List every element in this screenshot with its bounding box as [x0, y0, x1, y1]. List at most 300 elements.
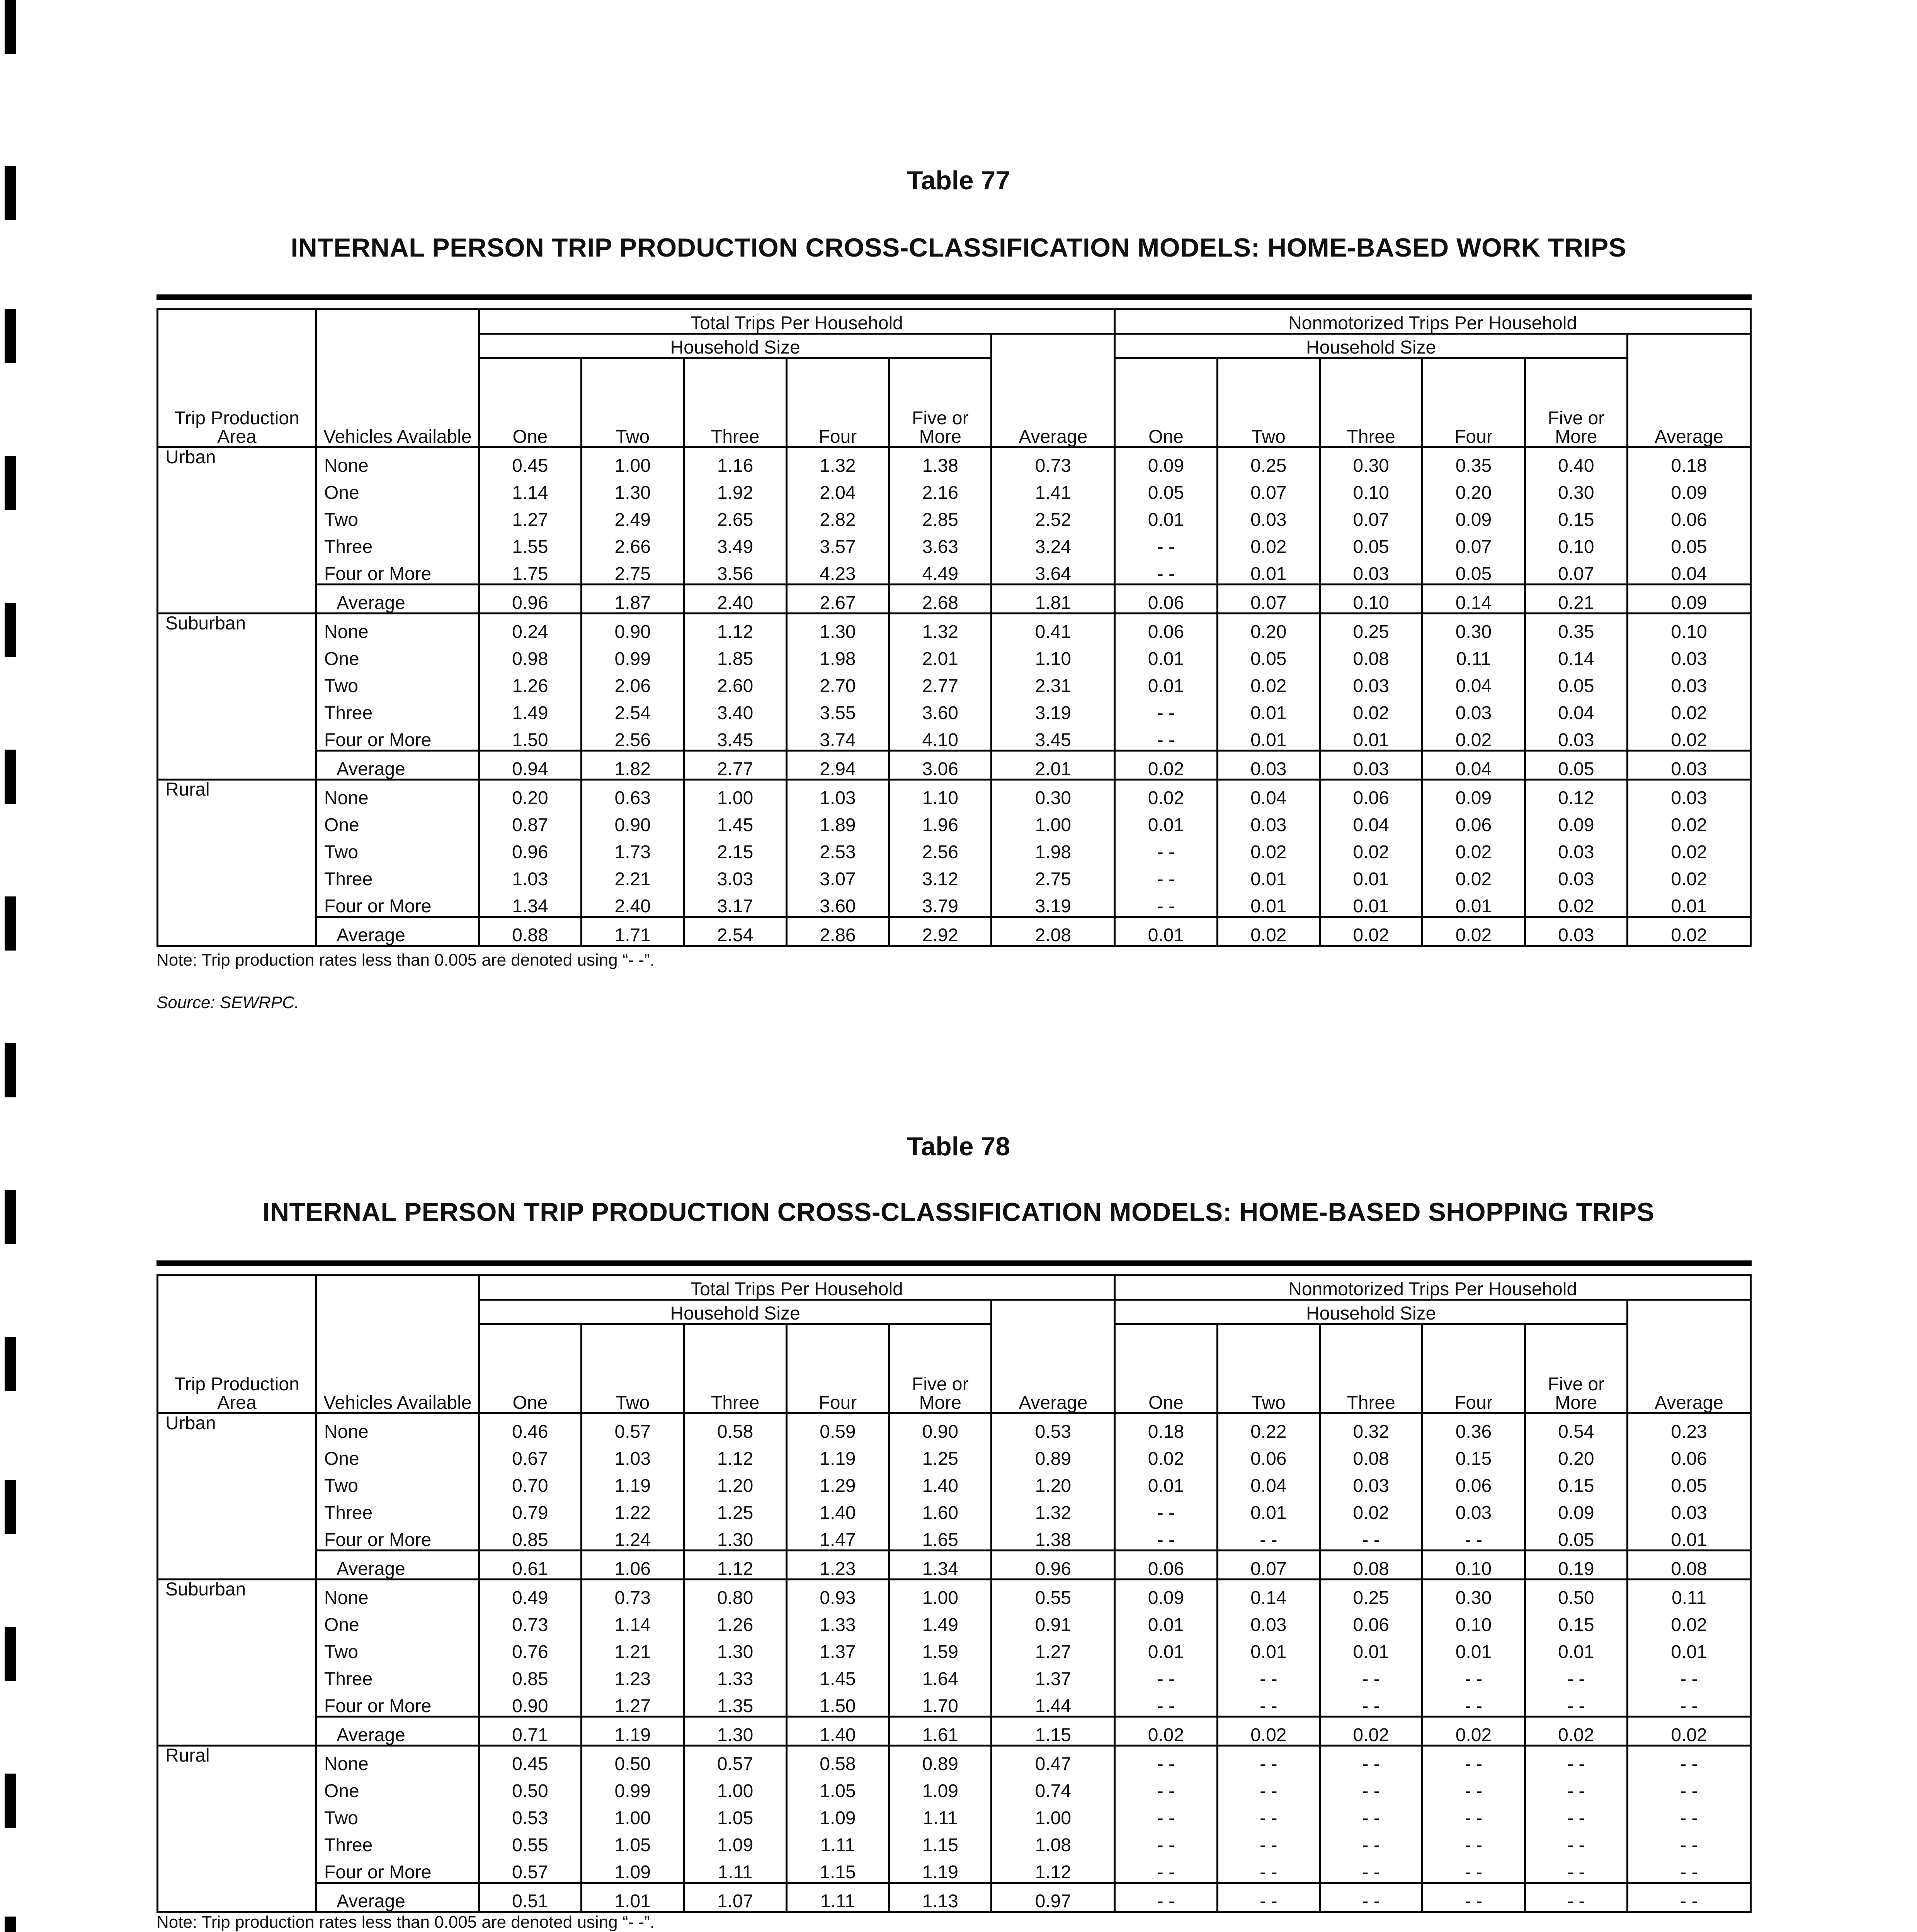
total-value-cell: 0.89: [889, 1746, 992, 1774]
total-value-cell: 1.00: [684, 780, 786, 808]
total-value-cell: 1.03: [582, 1441, 684, 1468]
nonmotorized-value-cell: - -: [1525, 1828, 1627, 1855]
nonmotorized-value-cell: 0.09: [1115, 447, 1217, 476]
total-average-cell: 1.15: [992, 1717, 1115, 1746]
size-col-label: Two: [582, 404, 684, 447]
nonmotorized-value-cell: 0.10: [1320, 585, 1422, 614]
average-col-label: Average: [992, 1370, 1115, 1413]
total-value-cell: 1.60: [889, 1495, 992, 1522]
nonmotorized-value-cell: 0.06: [1115, 1551, 1217, 1580]
size-col-header: [684, 1324, 786, 1370]
vehicles-cell: None: [316, 780, 479, 808]
table-number: Table 78: [907, 1132, 1010, 1161]
nonmotorized-value-cell: 0.02: [1217, 529, 1320, 556]
nonmotorized-value-cell: 0.05: [1217, 641, 1320, 668]
total-value-cell: 1.87: [582, 585, 684, 614]
nonmotorized-value-cell: 0.02: [1217, 668, 1320, 696]
nonmotorized-value-cell: 0.07: [1217, 1551, 1320, 1580]
total-value-cell: 1.38: [889, 447, 992, 476]
nonmotorized-value-cell: 0.01: [1320, 723, 1422, 751]
total-average-cell: 0.74: [992, 1774, 1115, 1801]
nonmotorized-value-cell: 0.02: [1422, 723, 1525, 751]
total-value-cell: 2.40: [684, 585, 786, 614]
total-value-cell: 1.03: [479, 862, 581, 889]
total-value-cell: 2.01: [889, 641, 992, 668]
nonmotorized-value-cell: - -: [1115, 1522, 1217, 1551]
total-value-cell: 2.06: [582, 668, 684, 696]
nonmotorized-value-cell: 0.10: [1422, 1607, 1525, 1634]
total-average-cell: 0.55: [992, 1580, 1115, 1608]
size-col-header: [1320, 1324, 1422, 1370]
total-average-cell: 2.01: [992, 751, 1115, 780]
total-value-cell: 3.07: [786, 862, 889, 889]
nonmotorized-value-cell: 0.03: [1422, 1495, 1525, 1522]
household-size-header: Household Size: [1115, 1300, 1628, 1324]
size-col-header: [582, 1324, 684, 1370]
total-value-cell: 1.00: [582, 1801, 684, 1828]
total-value-cell: 1.33: [786, 1607, 889, 1634]
table-row: [158, 1634, 1751, 1662]
total-value-cell: 0.63: [582, 780, 684, 808]
nonmotorized-value-cell: - -: [1217, 1774, 1320, 1801]
total-value-cell: 1.50: [786, 1689, 889, 1717]
nonmotorized-value-cell: - -: [1320, 1522, 1422, 1551]
size-col-label: Three: [684, 1370, 786, 1413]
household-size-header: Household Size: [479, 334, 992, 358]
total-value-cell: 1.26: [479, 668, 581, 696]
nonmotorized-value-cell: 0.04: [1320, 808, 1422, 835]
average-row: [158, 1717, 1751, 1746]
nonmotorized-average-cell: 0.05: [1627, 529, 1750, 556]
table-row: [158, 1774, 1751, 1801]
total-value-cell: 1.09: [684, 1828, 786, 1855]
nonmotorized-value-cell: 0.10: [1422, 1551, 1525, 1580]
vehicles-cell: Average: [316, 1551, 479, 1580]
nonmotorized-average-cell: 0.02: [1627, 808, 1750, 835]
nonmotorized-value-cell: - -: [1115, 862, 1217, 889]
nonmotorized-value-cell: - -: [1422, 1689, 1525, 1717]
total-average-cell: 0.91: [992, 1607, 1115, 1634]
table-row: [158, 668, 1751, 696]
nonmotorized-value-cell: 0.05: [1525, 668, 1627, 696]
total-value-cell: 1.61: [889, 1717, 992, 1746]
table-top-rule: [156, 1260, 1752, 1266]
trip-area-header: Trip Production Area: [158, 404, 316, 447]
total-value-cell: 1.15: [786, 1855, 889, 1883]
total-value-cell: 2.65: [684, 502, 786, 529]
table-row: [158, 723, 1751, 751]
size-col-header: [582, 358, 684, 404]
size-col-label: One: [1115, 404, 1217, 447]
vehicles-cell: None: [316, 447, 479, 476]
total-value-cell: 1.11: [786, 1828, 889, 1855]
size-col-label: Five or More: [1525, 1370, 1627, 1413]
total-value-cell: 2.53: [786, 835, 889, 862]
size-col-label: Two: [1217, 1370, 1320, 1413]
total-value-cell: 0.24: [479, 614, 581, 642]
nonmotorized-value-cell: - -: [1320, 1828, 1422, 1855]
nonmotorized-average-cell: - -: [1627, 1883, 1750, 1912]
total-value-cell: 1.37: [786, 1634, 889, 1662]
total-value-cell: 1.14: [479, 475, 581, 502]
nonmotorized-value-cell: 0.06: [1115, 614, 1217, 642]
nonmotorized-value-cell: 0.30: [1422, 1580, 1525, 1608]
nonmotorized-value-cell: 0.02: [1217, 917, 1320, 946]
vehicles-cell: Two: [316, 1634, 479, 1662]
total-value-cell: 1.15: [889, 1828, 992, 1855]
nonmotorized-value-cell: 0.25: [1320, 1580, 1422, 1608]
nonmotorized-value-cell: 0.01: [1320, 1634, 1422, 1662]
total-average-cell: 0.96: [992, 1551, 1115, 1580]
size-col-header: [889, 1324, 992, 1370]
vehicles-cell: Four or More: [316, 1522, 479, 1551]
nonmotorized-average-cell: 0.01: [1627, 1522, 1750, 1551]
total-value-cell: 1.96: [889, 808, 992, 835]
total-value-cell: 2.77: [889, 668, 992, 696]
trip-area-header: Trip Production Area: [158, 1370, 316, 1413]
total-value-cell: 1.12: [684, 1441, 786, 1468]
total-value-cell: 1.64: [889, 1662, 992, 1689]
table-row: [158, 641, 1751, 668]
nonmotorized-value-cell: 0.06: [1320, 780, 1422, 808]
nonmotorized-value-cell: 0.05: [1320, 529, 1422, 556]
total-value-cell: 1.12: [684, 614, 786, 642]
total-value-cell: 1.30: [582, 475, 684, 502]
nonmotorized-value-cell: 0.02: [1320, 835, 1422, 862]
nonmotorized-value-cell: 0.03: [1320, 668, 1422, 696]
total-value-cell: 1.14: [582, 1607, 684, 1634]
total-value-cell: 0.45: [479, 1746, 581, 1774]
nonmotorized-value-cell: 0.04: [1525, 696, 1627, 723]
nonmotorized-average-cell: 0.01: [1627, 1634, 1750, 1662]
nonmotorized-value-cell: 0.08: [1320, 1551, 1422, 1580]
nonmotorized-value-cell: 0.15: [1525, 502, 1627, 529]
total-value-cell: 1.27: [479, 502, 581, 529]
table-source: Source: SEWRPC.: [156, 993, 299, 1012]
size-col-label: Four: [1422, 1370, 1525, 1413]
total-value-cell: 3.57: [786, 529, 889, 556]
nonmotorized-value-cell: 0.04: [1217, 780, 1320, 808]
vehicles-cell: None: [316, 1746, 479, 1774]
total-value-cell: 3.06: [889, 751, 992, 780]
nonmotorized-value-cell: - -: [1115, 1774, 1217, 1801]
nonmotorized-value-cell: - -: [1217, 1662, 1320, 1689]
total-value-cell: 0.96: [479, 835, 581, 862]
nonmotorized-value-cell: 0.15: [1525, 1468, 1627, 1495]
nonmotorized-value-cell: 0.01: [1115, 668, 1217, 696]
total-value-cell: 1.23: [786, 1551, 889, 1580]
nonmotorized-average-cell: 0.02: [1627, 1607, 1750, 1634]
total-value-cell: 0.76: [479, 1634, 581, 1662]
empty-header: [992, 1300, 1115, 1370]
vehicles-cell: Average: [316, 917, 479, 946]
total-value-cell: 1.73: [582, 835, 684, 862]
nonmotorized-value-cell: - -: [1115, 889, 1217, 917]
empty-header: [158, 310, 316, 404]
nonmotorized-value-cell: - -: [1115, 696, 1217, 723]
size-col-header: [889, 358, 992, 404]
vehicles-cell: Two: [316, 1468, 479, 1495]
vehicles-cell: One: [316, 475, 479, 502]
total-value-cell: 0.85: [479, 1662, 581, 1689]
vehicles-cell: One: [316, 1774, 479, 1801]
empty-header: [316, 310, 479, 404]
nonmotorized-value-cell: - -: [1320, 1662, 1422, 1689]
nonmotorized-value-cell: - -: [1525, 1883, 1627, 1912]
table-top-rule: [156, 294, 1752, 300]
size-col-label: Four: [786, 1370, 889, 1413]
total-value-cell: 2.56: [582, 723, 684, 751]
vehicles-header: Vehicles Available: [316, 1370, 479, 1413]
total-value-cell: 0.99: [582, 1774, 684, 1801]
average-row: [158, 917, 1751, 946]
binding-mark: [5, 456, 16, 510]
total-value-cell: 1.19: [889, 1855, 992, 1883]
nonmotorized-value-cell: - -: [1115, 1855, 1217, 1883]
nonmotorized-value-cell: 0.09: [1525, 808, 1627, 835]
nonmotorized-value-cell: 0.03: [1217, 808, 1320, 835]
nonmotorized-value-cell: - -: [1217, 1883, 1320, 1912]
nonmotorized-value-cell: 0.25: [1217, 447, 1320, 476]
nonmotorized-value-cell: 0.06: [1422, 1468, 1525, 1495]
nonmotorized-average-cell: 0.02: [1627, 696, 1750, 723]
average-col-label: Average: [992, 404, 1115, 447]
table-row: [158, 614, 1751, 642]
total-value-cell: 1.09: [786, 1801, 889, 1828]
total-value-cell: 1.49: [479, 696, 581, 723]
total-value-cell: 1.30: [684, 1634, 786, 1662]
size-col-label: Four: [786, 404, 889, 447]
total-value-cell: 4.10: [889, 723, 992, 751]
nonmotorized-value-cell: 0.09: [1525, 1495, 1627, 1522]
total-value-cell: 0.99: [582, 641, 684, 668]
nonmotorized-value-cell: 0.01: [1217, 889, 1320, 917]
total-value-cell: 1.16: [684, 447, 786, 476]
nonmotorized-average-cell: 0.08: [1627, 1551, 1750, 1580]
total-value-cell: 1.30: [684, 1522, 786, 1551]
size-col-label: Two: [1217, 404, 1320, 447]
total-value-cell: 1.30: [684, 1717, 786, 1746]
average-row: [158, 1551, 1751, 1580]
nonmotorized-value-cell: 0.02: [1115, 1717, 1217, 1746]
total-value-cell: 0.45: [479, 447, 581, 476]
vehicles-cell: One: [316, 808, 479, 835]
total-average-cell: 1.00: [992, 808, 1115, 835]
data-table: [156, 1274, 1752, 1913]
binding-mark: [5, 1337, 16, 1391]
size-col-label: Three: [684, 404, 786, 447]
total-value-cell: 0.96: [479, 585, 581, 614]
total-value-cell: 3.60: [889, 696, 992, 723]
total-value-cell: 1.19: [582, 1468, 684, 1495]
nonmotorized-value-cell: 0.03: [1320, 1468, 1422, 1495]
vehicles-cell: Four or More: [316, 723, 479, 751]
binding-mark: [5, 896, 16, 951]
nonmotorized-value-cell: - -: [1320, 1746, 1422, 1774]
nonmotorized-value-cell: - -: [1217, 1801, 1320, 1828]
total-value-cell: 2.85: [889, 502, 992, 529]
nonmotorized-value-cell: - -: [1115, 556, 1217, 585]
nonmotorized-value-cell: 0.05: [1115, 475, 1217, 502]
total-value-cell: 1.85: [684, 641, 786, 668]
nonmotorized-value-cell: - -: [1320, 1689, 1422, 1717]
total-value-cell: 2.68: [889, 585, 992, 614]
nonmotorized-value-cell: - -: [1115, 723, 1217, 751]
size-col-header: [1525, 358, 1627, 404]
nonmotorized-value-cell: 0.02: [1422, 917, 1525, 946]
nonmotorized-value-cell: 0.01: [1217, 696, 1320, 723]
nonmotorized-average-cell: - -: [1627, 1689, 1750, 1717]
nonmotorized-value-cell: 0.09: [1115, 1580, 1217, 1608]
nonmotorized-average-cell: 0.06: [1627, 1441, 1750, 1468]
total-value-cell: 1.49: [889, 1607, 992, 1634]
total-average-cell: 0.30: [992, 780, 1115, 808]
vehicles-cell: None: [316, 1580, 479, 1608]
nonmotorized-value-cell: 0.14: [1217, 1580, 1320, 1608]
table-title: INTERNAL PERSON TRIP PRODUCTION CROSS-CLASSIFICATION MODELS: HOME-BASED WORK TRIPS: [291, 233, 1626, 262]
area-cell: Suburban: [158, 614, 316, 780]
nonmotorized-value-cell: 0.01: [1115, 641, 1217, 668]
household-size-header: Household Size: [479, 1300, 992, 1324]
nonmotorized-value-cell: 0.03: [1320, 751, 1422, 780]
total-value-cell: 1.05: [684, 1801, 786, 1828]
nonmotorized-value-cell: - -: [1422, 1774, 1525, 1801]
empty-header: [1627, 1300, 1750, 1370]
nonmotorized-value-cell: 0.07: [1320, 502, 1422, 529]
nonmotorized-value-cell: - -: [1115, 1689, 1217, 1717]
total-value-cell: 2.82: [786, 502, 889, 529]
nonmotorized-value-cell: 0.01: [1115, 1468, 1217, 1495]
nonmotorized-value-cell: 0.07: [1525, 556, 1627, 585]
nonmotorized-value-cell: 0.01: [1115, 808, 1217, 835]
nonmotorized-value-cell: - -: [1115, 1828, 1217, 1855]
total-value-cell: 1.00: [684, 1774, 786, 1801]
nonmotorized-average-cell: 0.23: [1627, 1413, 1750, 1442]
nonmotorized-value-cell: 0.05: [1525, 1522, 1627, 1551]
size-col-header: [1422, 1324, 1525, 1370]
nonmotorized-average-cell: 0.05: [1627, 1468, 1750, 1495]
header-row: [158, 1276, 1751, 1300]
total-value-cell: 1.82: [582, 751, 684, 780]
total-average-cell: 0.53: [992, 1413, 1115, 1442]
total-value-cell: 1.06: [582, 1551, 684, 1580]
nonmotorized-value-cell: 0.02: [1525, 889, 1627, 917]
nonmotorized-value-cell: 0.05: [1422, 556, 1525, 585]
total-value-cell: 0.67: [479, 1441, 581, 1468]
nonmotorized-value-cell: - -: [1115, 529, 1217, 556]
table-row: [158, 447, 1751, 476]
table-row: [158, 808, 1751, 835]
total-average-cell: 1.38: [992, 1522, 1115, 1551]
total-value-cell: 3.55: [786, 696, 889, 723]
vehicles-cell: Two: [316, 502, 479, 529]
total-value-cell: 1.25: [684, 1495, 786, 1522]
nonmotorized-average-cell: - -: [1627, 1774, 1750, 1801]
total-average-cell: 1.08: [992, 1828, 1115, 1855]
total-average-cell: 2.08: [992, 917, 1115, 946]
total-value-cell: 0.70: [479, 1468, 581, 1495]
total-value-cell: 1.55: [479, 529, 581, 556]
nonmotorized-value-cell: 0.03: [1320, 556, 1422, 585]
total-value-cell: 1.29: [786, 1468, 889, 1495]
vehicles-cell: Two: [316, 835, 479, 862]
total-value-cell: 1.00: [582, 447, 684, 476]
nonmotorized-value-cell: 0.03: [1525, 862, 1627, 889]
total-value-cell: 1.11: [786, 1883, 889, 1912]
vehicles-cell: One: [316, 1607, 479, 1634]
total-value-cell: 0.58: [786, 1746, 889, 1774]
total-value-cell: 3.45: [684, 723, 786, 751]
total-value-cell: 1.65: [889, 1522, 992, 1551]
total-average-cell: 2.75: [992, 862, 1115, 889]
nonmotorized-value-cell: - -: [1525, 1774, 1627, 1801]
total-value-cell: 1.09: [582, 1855, 684, 1883]
total-value-cell: 1.05: [786, 1774, 889, 1801]
nonmotorized-value-cell: 0.30: [1525, 475, 1627, 502]
vehicles-cell: One: [316, 641, 479, 668]
nonmotorized-value-cell: 0.20: [1525, 1441, 1627, 1468]
nonmotorized-average-cell: 0.02: [1627, 1717, 1750, 1746]
nonmotorized-value-cell: 0.02: [1320, 1717, 1422, 1746]
table-row: [158, 1468, 1751, 1495]
nonmotorized-value-cell: - -: [1422, 1883, 1525, 1912]
total-value-cell: 1.21: [582, 1634, 684, 1662]
total-value-cell: 0.50: [582, 1746, 684, 1774]
total-value-cell: 0.58: [684, 1413, 786, 1442]
table-row: [158, 696, 1751, 723]
nonmotorized-average-cell: 0.11: [1627, 1580, 1750, 1608]
nonmotorized-value-cell: - -: [1422, 1855, 1525, 1883]
nonmotorized-value-cell: 0.20: [1422, 475, 1525, 502]
nonmotorized-value-cell: - -: [1422, 1801, 1525, 1828]
total-value-cell: 1.09: [889, 1774, 992, 1801]
nonmotorized-average-cell: - -: [1627, 1828, 1750, 1855]
total-value-cell: 0.73: [582, 1580, 684, 1608]
total-value-cell: 0.87: [479, 808, 581, 835]
total-value-cell: 1.40: [786, 1717, 889, 1746]
nonmotorized-value-cell: 0.20: [1217, 614, 1320, 642]
table-row: [158, 529, 1751, 556]
column-label-row: [158, 1370, 1751, 1413]
table-title: INTERNAL PERSON TRIP PRODUCTION CROSS-CLASSIFICATION MODELS: HOME-BASED SHOPPING TRIPS: [262, 1197, 1655, 1227]
nonmotorized-average-cell: - -: [1627, 1801, 1750, 1828]
size-col-label: One: [479, 1370, 581, 1413]
size-col-label: Five or More: [889, 1370, 992, 1413]
total-value-cell: 0.57: [479, 1855, 581, 1883]
data-table: [156, 308, 1752, 947]
total-value-cell: 1.24: [582, 1522, 684, 1551]
nonmotorized-value-cell: - -: [1320, 1801, 1422, 1828]
table-row: [158, 862, 1751, 889]
nonmotorized-average-cell: 0.03: [1627, 751, 1750, 780]
vehicles-cell: Four or More: [316, 1855, 479, 1883]
nonmotorized-value-cell: 0.07: [1422, 529, 1525, 556]
nonmotorized-average-cell: 0.02: [1627, 917, 1750, 946]
total-value-cell: 2.94: [786, 751, 889, 780]
total-value-cell: 3.40: [684, 696, 786, 723]
total-value-cell: 2.67: [786, 585, 889, 614]
total-value-cell: 1.00: [889, 1580, 992, 1608]
nonmotorized-value-cell: - -: [1320, 1883, 1422, 1912]
nonmotorized-value-cell: 0.04: [1422, 668, 1525, 696]
nonmotorized-value-cell: 0.01: [1217, 556, 1320, 585]
table-row: [158, 835, 1751, 862]
total-value-cell: 2.60: [684, 668, 786, 696]
nonmotorized-value-cell: 0.02: [1320, 1495, 1422, 1522]
total-value-cell: 4.49: [889, 556, 992, 585]
nonmotorized-value-cell: 0.01: [1217, 1495, 1320, 1522]
nonmotorized-value-cell: 0.03: [1217, 502, 1320, 529]
